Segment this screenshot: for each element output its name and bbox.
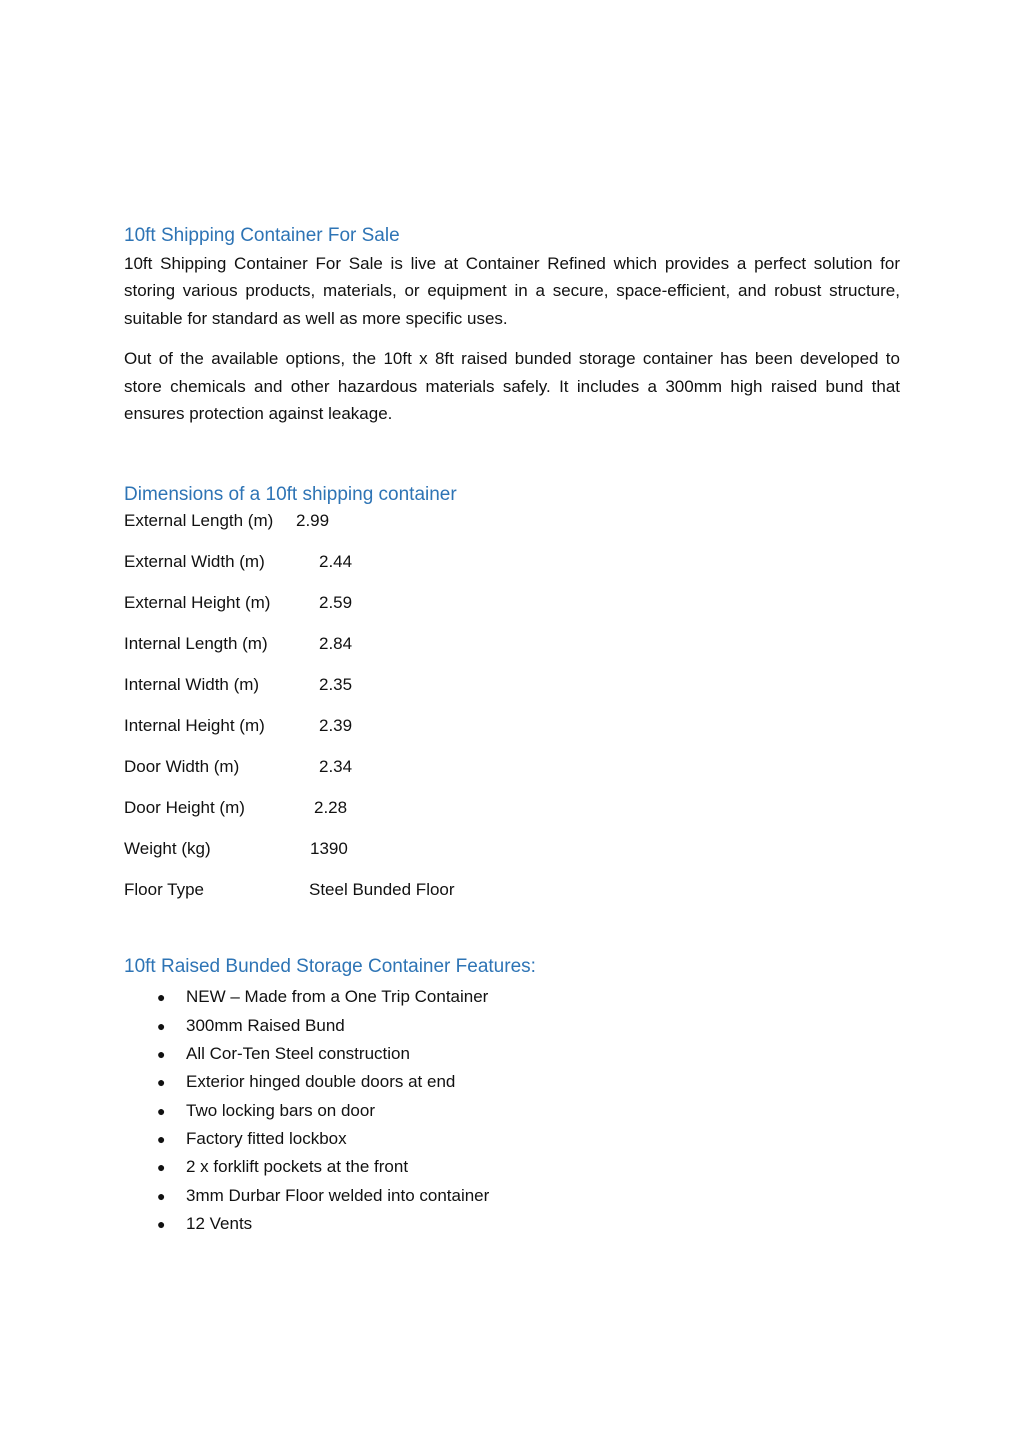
feature-item [124,1125,900,1153]
features-list [124,983,900,1238]
dimension-value: 2.28 [314,798,348,818]
bullet-icon: ● [157,1159,166,1176]
intro-paragraph: 10ft Shipping Container For Sale is live at Container Refined which provides a perfect solution for storing various products, materials, or equipment in a secure, space-efficient, and robust structure, suitable for standard as well as more specific uses. [124,254,900,328]
dimension-value: 2.99 [296,511,330,531]
dimension-value: 2.44 [319,552,353,572]
dimension-value: 2.59 [319,593,353,613]
dimensions-list [124,509,900,919]
bullet-icon: ● [157,1187,166,1204]
dimension-row [124,837,900,878]
dimension-row [124,673,900,714]
feature-text: 12 Vents [186,1213,253,1233]
bullet-icon: ● [157,1046,166,1063]
feature-text: All Cor-Ten Steel construction [186,1044,410,1064]
dimension-label: External Length (m) [124,511,274,531]
feature-item [124,1040,900,1068]
feature-item [124,1068,900,1096]
dimension-label: Internal Length (m) [124,634,268,654]
dimension-row [124,509,900,550]
dimension-row [124,878,900,919]
feature-text: 2 x forklift pockets at the front [186,1157,409,1177]
feature-item [124,1012,900,1040]
document-page [124,222,900,1238]
feature-item [124,1182,900,1210]
dimension-value: 2.35 [319,675,353,695]
feature-text: 3mm Durbar Floor welded into container [186,1185,490,1205]
bullet-icon: ● [157,989,166,1006]
feature-item [124,1153,900,1181]
dimension-row [124,591,900,632]
dimension-row [124,796,900,837]
dimension-label: Door Width (m) [124,757,240,777]
dimension-label: Internal Width (m) [124,675,260,695]
feature-text: Exterior hinged double doors at end [186,1072,456,1092]
dimension-row [124,632,900,673]
bullet-icon: ● [157,1074,166,1091]
bullet-icon: ● [157,1102,166,1119]
feature-item [124,1097,900,1125]
feature-text: 300mm Raised Bund [186,1015,345,1035]
dimension-label: External Width (m) [124,552,265,572]
section-heading-for-sale: 10ft Shipping Container For Sale [124,225,400,246]
dimension-value: 2.84 [319,634,353,654]
dimension-value: 2.34 [319,757,353,777]
bullet-icon: ● [157,1017,166,1034]
section-heading-features: 10ft Raised Bunded Storage Container Features: [124,956,536,978]
bund-paragraph: Out of the available options, the 10ft x 8ft raised bunded storage container has been developed to store chemicals and other hazardous materials safely. It includes a 300mm high raised bund that ensures protection against leakage. [124,349,900,424]
feature-text: NEW – Made from a One Trip Container [186,987,489,1007]
dimension-value: Steel Bunded Floor [309,880,455,900]
dimension-value: 2.39 [319,716,353,736]
dimension-row [124,550,900,591]
dimension-label: Weight (kg) [124,839,211,859]
dimension-row [124,755,900,796]
dimension-label: Door Height (m) [124,798,245,818]
bullet-icon: ● [157,1215,166,1232]
bullet-icon: ● [157,1130,166,1147]
section-heading-dimensions: Dimensions of a 10ft shipping container [124,484,457,506]
feature-item [124,1210,900,1238]
dimension-row [124,714,900,755]
dimension-label: Floor Type [124,880,205,900]
feature-text: Factory fitted lockbox [186,1128,347,1148]
dimension-value: 1390 [310,839,348,859]
feature-item [124,983,900,1011]
dimension-label: External Height (m) [124,593,271,613]
dimension-label: Internal Height (m) [124,716,265,736]
feature-text: Two locking bars on door [186,1100,375,1120]
